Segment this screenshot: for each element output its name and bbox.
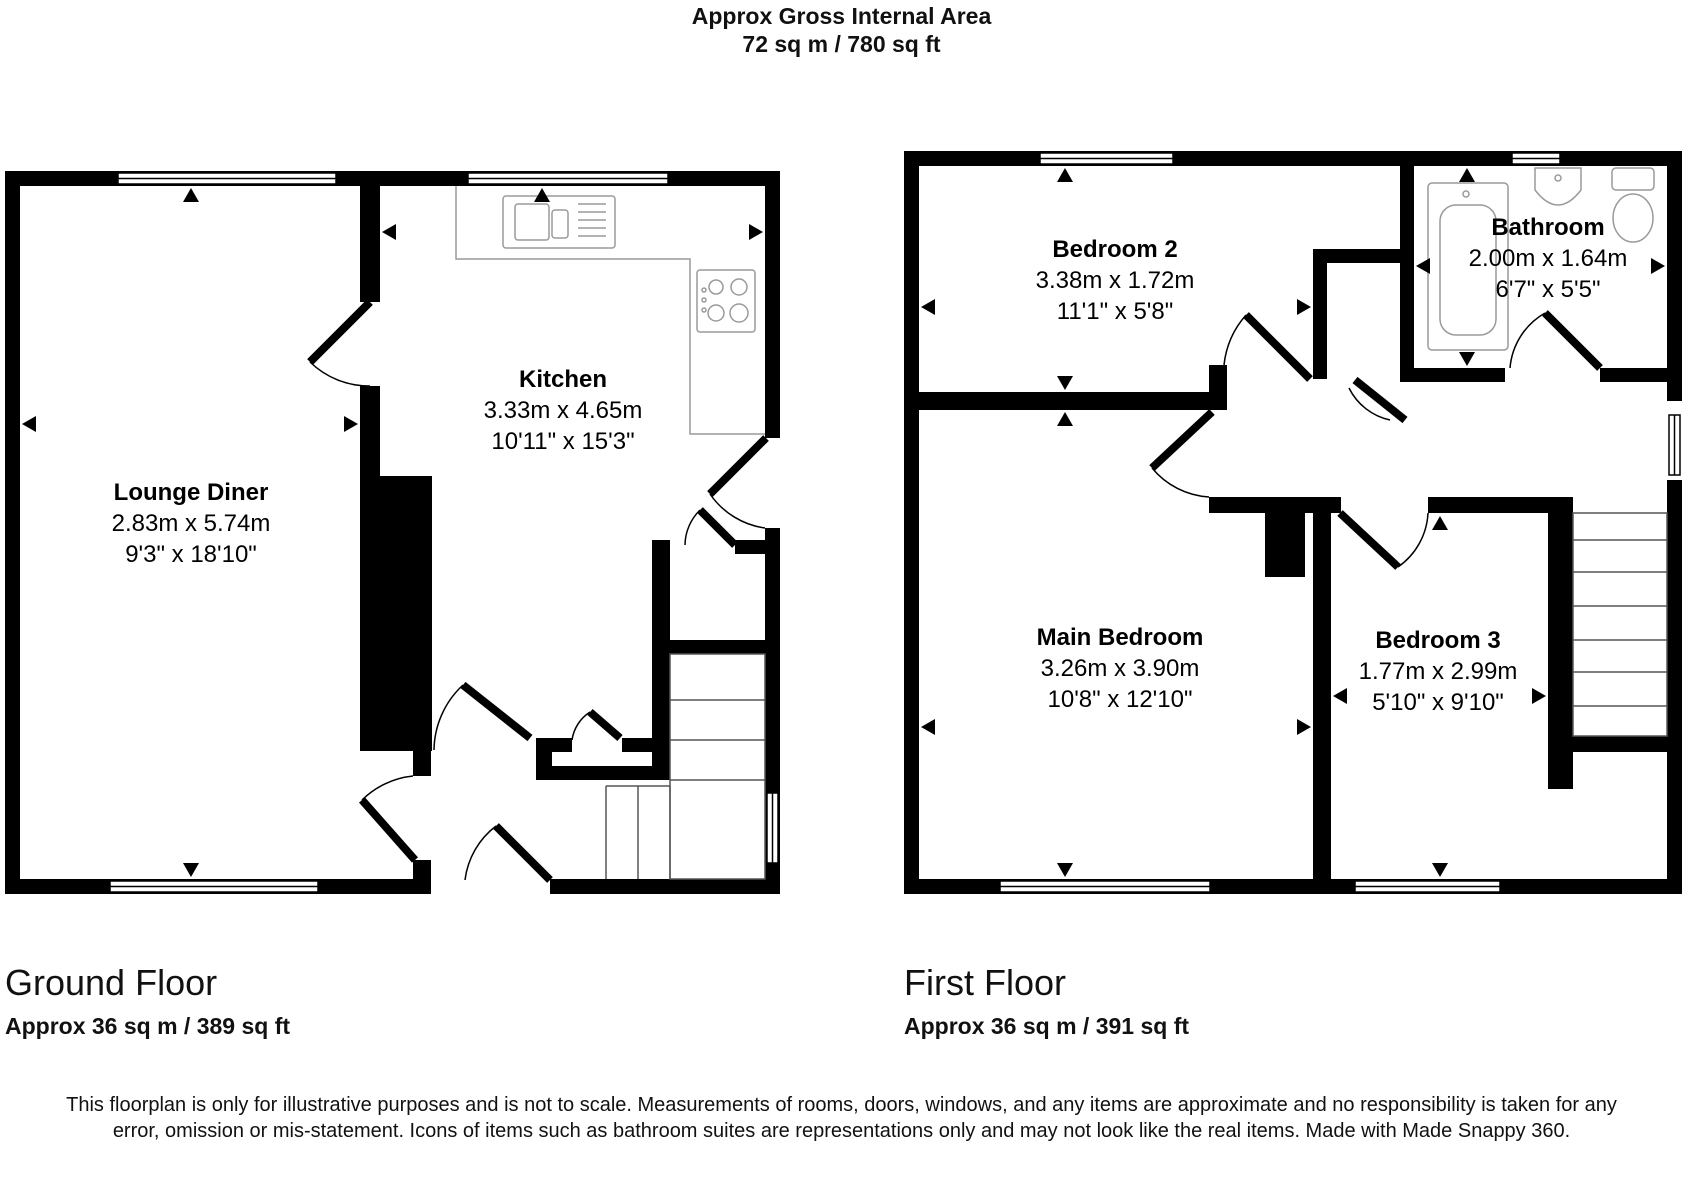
ground-floor-area: Approx 36 sq m / 389 sq ft: [5, 1013, 291, 1039]
chimney-first: [1265, 497, 1305, 577]
wall-bath-bottom-right: [1600, 368, 1682, 382]
gross-area-title: Approx Gross Internal Area: [691, 3, 992, 29]
wall-bed2-bottom: [919, 392, 1221, 410]
disclaimer-text: This floorplan is only for illustrative purposes and is not to scale. Measurements of rooms, doors, windows, and any items are approximate and no responsibility is taken for any error, omission or mis-statement. Icons of items such as bathroom suites are representations only and may not look like the real items. Made with Made Snappy 360.: [66, 1094, 1617, 1142]
wall-cupboard-left: [1313, 249, 1327, 379]
room-imperial: 11'1" x 5'8": [1056, 298, 1174, 325]
wall-cupboard-top: [735, 540, 780, 554]
first-floor-stairs: [1573, 513, 1667, 736]
room-bedroom-2: [1036, 236, 1195, 325]
first-floor-title: First Floor: [904, 962, 1066, 1003]
wall-lounge-kitchen-mid: [360, 386, 380, 476]
chimney-breast: [360, 476, 432, 751]
room-imperial: 6'7" x 5'5": [1495, 276, 1601, 303]
room-metric: 3.33m x 4.65m: [483, 397, 643, 424]
room-metric: 3.38m x 1.72m: [1035, 267, 1195, 294]
wall-hall-stub-2: [622, 738, 670, 752]
wall-bottom-right: [550, 879, 780, 894]
room-metric: 2.00m x 1.64m: [1468, 245, 1628, 272]
wall-right-upper: [1667, 151, 1682, 401]
room-kitchen: [484, 366, 643, 455]
wall-left: [904, 151, 919, 894]
wall-cupboard-bottom: [670, 640, 780, 654]
room-imperial: 10'11" x 15'3": [491, 428, 635, 455]
room-bedroom-3: [1359, 627, 1518, 716]
room-imperial: 5'10" x 9'10": [1372, 689, 1504, 716]
wall-left: [5, 171, 20, 894]
first-floor-doors: [1152, 313, 1600, 567]
wall-bath-bottom: [1400, 368, 1505, 382]
ground-floor-title: Ground Floor: [5, 962, 218, 1003]
room-bathroom: [1469, 214, 1628, 303]
room-imperial: 9'3" x 18'10": [125, 541, 257, 568]
room-name: Bedroom 3: [1375, 627, 1501, 654]
room-name: Bathroom: [1491, 214, 1605, 241]
room-metric: 3.26m x 3.90m: [1040, 655, 1200, 682]
gross-area-value: 72 sq m / 780 sq ft: [742, 31, 941, 57]
wall-top: [904, 151, 1682, 166]
room-name: Lounge Diner: [113, 479, 269, 506]
wall-bed2-stub: [1209, 365, 1227, 410]
wall-cupboard-top: [1313, 249, 1414, 263]
toilet-bowl: [1613, 194, 1653, 242]
room-imperial: 10'8" x 12'10": [1047, 686, 1193, 713]
wash-basin: [1535, 168, 1581, 205]
wall-right-upper: [765, 171, 780, 438]
wall-stair-bottom: [1548, 736, 1667, 752]
wall-hall-bottom: [536, 766, 670, 780]
wall-bath-left: [1400, 166, 1414, 382]
first-floor-area: Approx 36 sq m / 391 sq ft: [904, 1013, 1190, 1039]
wall-cupboard-left: [652, 540, 670, 772]
room-name: Bedroom 2: [1052, 236, 1178, 263]
toilet-cistern: [1612, 168, 1654, 190]
room-metric: 2.83m x 5.74m: [111, 510, 271, 537]
wall-stub-hall-bottom: [413, 860, 431, 894]
wall-main-bed3: [1313, 497, 1331, 894]
room-name: Main Bedroom: [1036, 624, 1204, 651]
room-main-bedroom: [1037, 624, 1204, 713]
wall-hall-stub-1: [536, 738, 572, 752]
room-metric: 1.77m x 2.99m: [1358, 658, 1518, 685]
room-name: Kitchen: [518, 366, 608, 393]
wall-lounge-kitchen-top: [360, 186, 380, 302]
wall-right-lower: [1667, 480, 1682, 894]
room-lounge-diner: [112, 479, 271, 568]
wall-stub-hall: [413, 751, 431, 776]
